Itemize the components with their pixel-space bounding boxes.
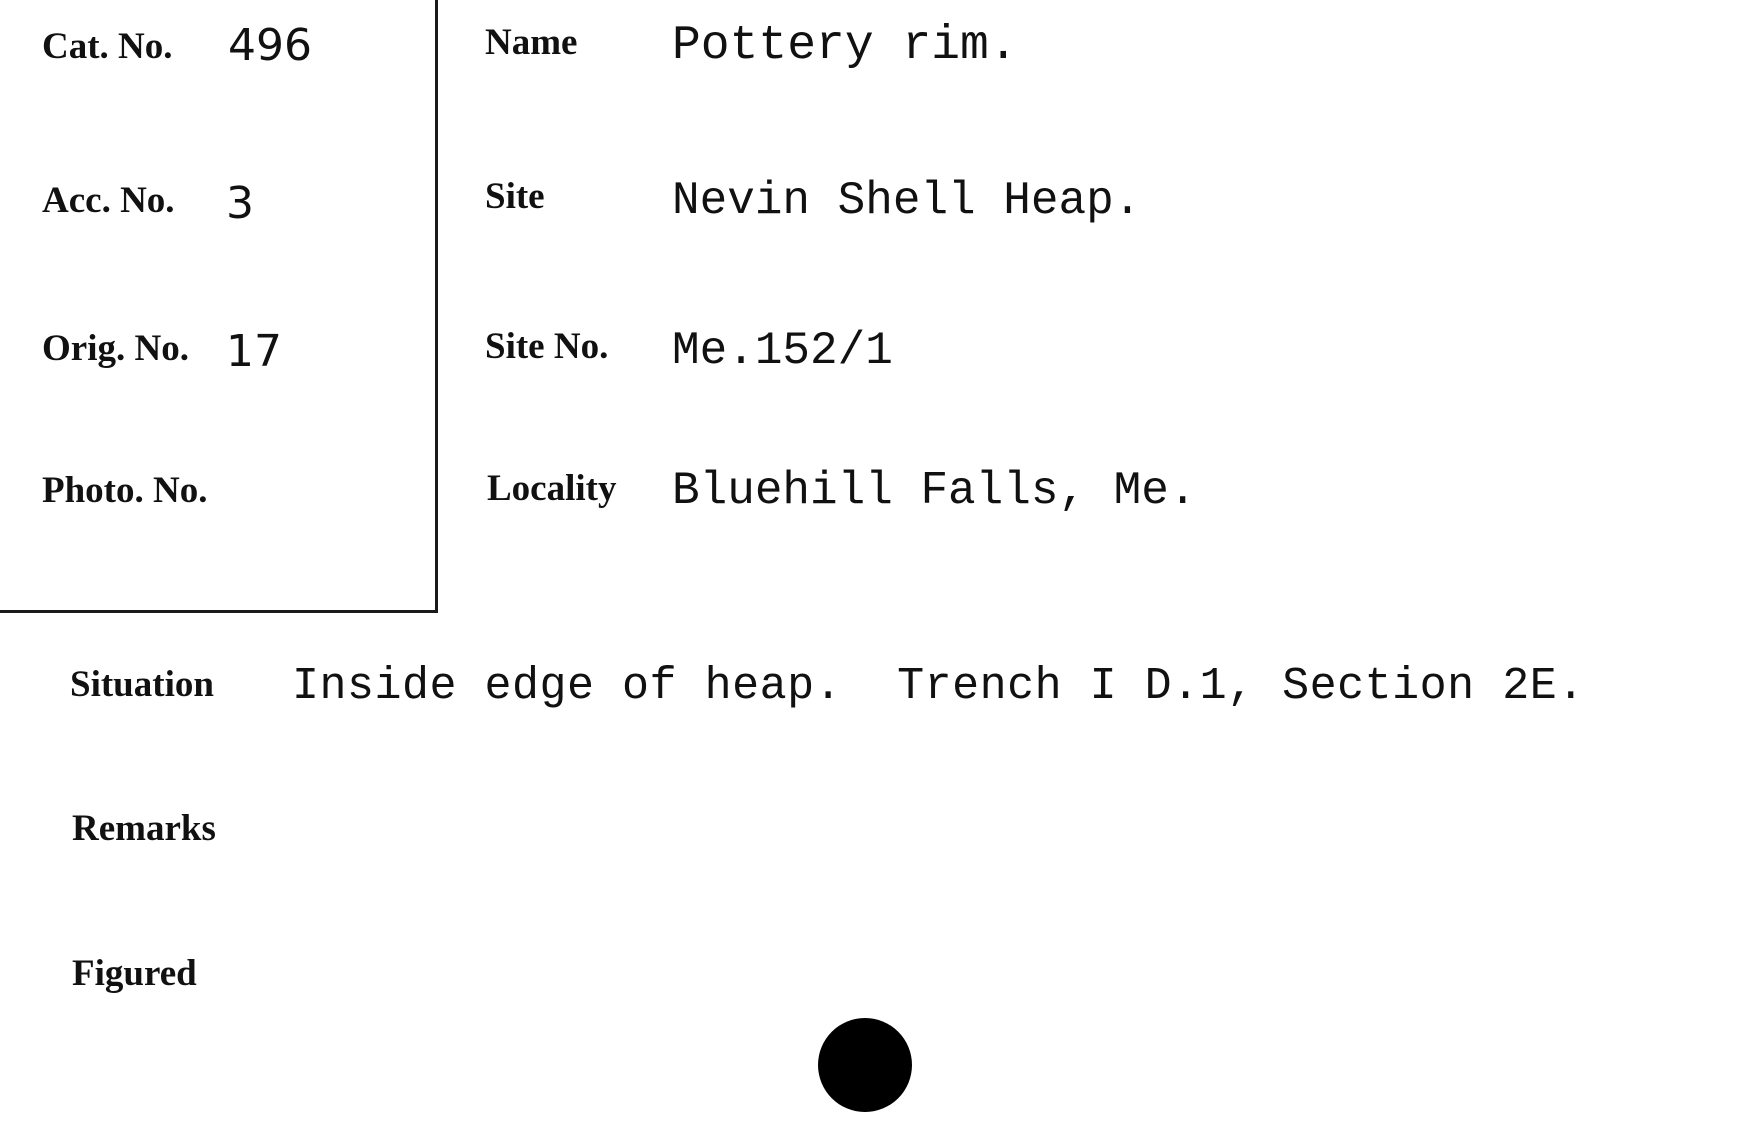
catalog-number-box <box>0 0 438 613</box>
orig-no-label: Orig. No. <box>42 328 189 369</box>
cat-no-label: Cat. No. <box>42 26 173 67</box>
site-label: Site <box>485 176 545 217</box>
orig-no-value: 17 <box>226 326 282 377</box>
cat-no-value: 496 <box>228 20 312 71</box>
acc-no-label: Acc. No. <box>42 180 175 221</box>
figured-label: Figured <box>72 953 197 994</box>
site-no-label: Site No. <box>485 326 609 367</box>
situation-label: Situation <box>70 664 214 705</box>
photo-no-label: Photo. No. <box>42 470 208 511</box>
situation-value: Inside edge of heap. Trench I D.1, Section 2E. <box>292 661 1585 712</box>
acc-no-value: 3 <box>226 178 254 229</box>
locality-value: Bluehill Falls, Me. <box>672 465 1197 517</box>
site-no-value: Me.152/1 <box>672 325 893 377</box>
remarks-label: Remarks <box>72 808 216 849</box>
site-value: Nevin Shell Heap. <box>672 175 1142 227</box>
locality-label: Locality <box>487 468 617 509</box>
name-label: Name <box>485 22 578 63</box>
punch-hole <box>818 1018 912 1112</box>
name-value: Pottery rim. <box>672 19 1018 73</box>
